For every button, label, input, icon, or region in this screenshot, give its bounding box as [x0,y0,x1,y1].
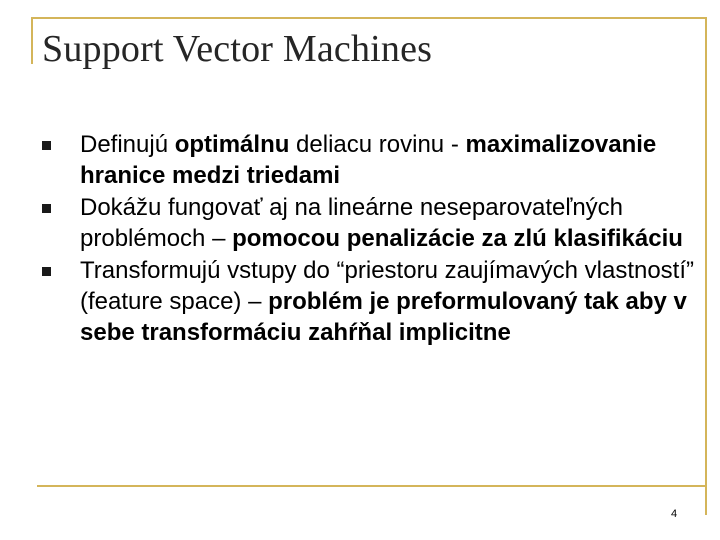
square-bullet-icon [42,267,51,276]
frame-top-line [32,17,707,19]
bullet-item-1 [42,129,697,192]
frame-left-line [31,17,33,64]
bullet-2-text-2: pomocou penalizácie za zlú klasifikáciu [232,225,683,253]
square-bullet-icon [42,141,51,150]
frame-bottom-line [37,485,707,487]
bullet-item-3 [42,255,697,349]
bullet-2-text-1: Dokážu fungovať aj na lineárne neseparovateľných problémoch – [80,193,624,253]
bullet-3-text-2: problém je preformulovaný tak aby v sebe transformáciu zahŕňal implicitne [80,288,687,347]
bullet-1-text-2: optimálnu [174,131,290,158]
bullet-item-2 [42,192,697,255]
page-number: 4 [671,508,678,520]
bullet-1-text-3: deliacu rovinu - [289,131,466,158]
bullet-1-text-4: maximalizovanie hranice medzi triedami [80,131,657,190]
bullet-3-text-1: Transformujú vstupy do “priestoru zaujímavých vlastností” (feature space) – [80,256,695,316]
frame-right-line [705,17,707,515]
square-bullet-icon [42,204,51,213]
bullet-1-text-1: Definujú [80,131,175,158]
bullet-list [42,129,697,349]
slide-title: Support Vector Machines [42,28,433,70]
